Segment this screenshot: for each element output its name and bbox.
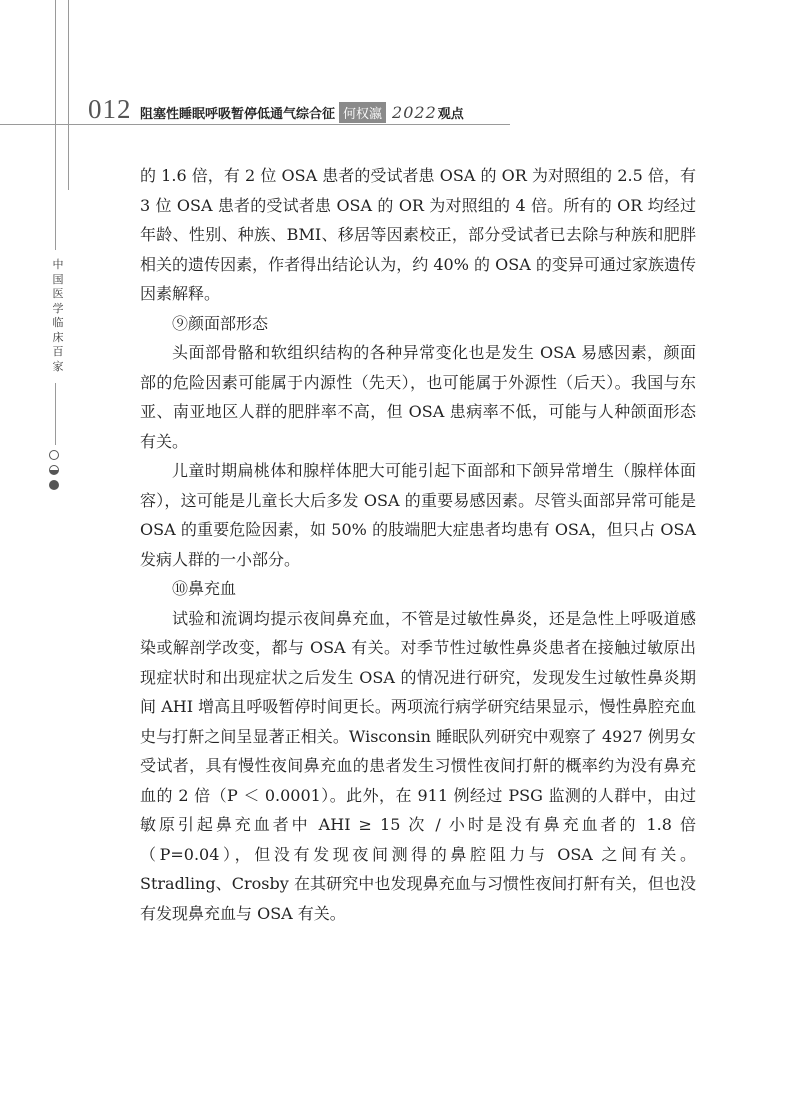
- series-char: 床: [52, 330, 64, 344]
- series-char: 家: [52, 359, 64, 373]
- paragraph-continuation: 的 1.6 倍，有 2 位 OSA 患者的受试者患 OSA 的 OR 为对照组的 2.5 倍，有 3 位 OSA 患者的受试者患 OSA 的 OR 为对照组的 4 倍。所有的 OR 均经过年龄、性别、种族、BMI、移居等因素校正，部分受试者已去除与种族和肥胖相关的遗传因素，作者得出结论认为，约 40% 的 OSA 的变异可通过家族遗传因素解释。: [140, 166, 696, 303]
- section-heading-nasal-congestion: ⑩鼻充血: [172, 579, 237, 598]
- series-char: 中: [52, 258, 64, 271]
- page-number: 012: [88, 94, 132, 124]
- main-text: [140, 161, 696, 928]
- author-badge: 何权瀛: [339, 102, 386, 123]
- left-margin-rule-2: [68, 0, 69, 190]
- paragraph: 儿童时期扁桃体和腺样体肥大可能引起下面部和下颌异常增生（腺样体面容），这可能是儿童长大后多发 OSA 的重要易感因素。尽管头面部异常可能是 OSA 的重要危险因素，如 50% 的肢端肥大症患者均患有 OSA，但只占 OSA 发病人群的一小部分。: [140, 461, 696, 569]
- left-margin-rule: [55, 0, 56, 220]
- side-rule-lower: [55, 383, 56, 445]
- edition-topic: 观点: [437, 106, 464, 122]
- paragraph: 头面部骨骼和软组织结构的各种异常变化也是发生 OSA 易感因素，颜面部的危险因素可能属于内源性（先天），也可能属于外源性（后天）。我国与东亚、南亚地区人群的肥胖率不高，但 OSA 患病率不低，可能与人种颌面形态有关。: [140, 343, 696, 451]
- half-circle-icon: [49, 465, 59, 475]
- series-char: 国: [52, 272, 64, 286]
- filled-circle-icon: [49, 480, 59, 490]
- series-label: [47, 258, 69, 374]
- running-head: [140, 101, 464, 123]
- section-heading-facial-morphology: ⑨颜面部形态: [172, 313, 269, 333]
- header-rule: [0, 124, 510, 125]
- edition-year: 2022: [392, 102, 437, 122]
- series-char: 学: [52, 301, 64, 315]
- series-char: 医: [52, 287, 64, 300]
- book-title: 阻塞性睡眠呼吸暂停低通气综合征: [140, 106, 336, 122]
- empty-circle-icon: [49, 450, 59, 460]
- paragraph: 试验和流调均提示夜间鼻充血，不管是过敏性鼻炎，还是急性上呼吸道感染或解剖学改变，都与 OSA 有关。对季节性过敏性鼻炎患者在接触过敏原出现症状时和出现症状之后发生 OSA 的情况进行研究，发现发生过敏性鼻炎期间 AHI 增高且呼吸暂停时间更长。两项流行病学研究结果显示，慢性鼻腔充血史与打鼾之间呈显著正相关。Wisconsin 睡眠队列研究中观察了 4927 例男女受试者，具有慢性夜间鼻充血的患者发生习惯性夜间打鼾的概率约为没有鼻充血的 2 倍（P ＜ 0.0001）。此外，在 911 例经过 PSG 监测的人群中，由过敏原引起鼻充血者中 AHI ≥ 15 次 / 小时是没有鼻充血者的 1.8 倍（P=0.04），但没有发现夜间测得的鼻腔阻力与 OSA 之间有关。Stradling、Crosby 在其研究中也发现鼻充血与习惯性夜间打鼾有关，但也没有发现鼻充血与 OSA 有关。: [140, 608, 696, 923]
- side-rule-upper: [55, 220, 56, 250]
- series-char: 百: [52, 345, 64, 358]
- series-char: 临: [52, 316, 64, 329]
